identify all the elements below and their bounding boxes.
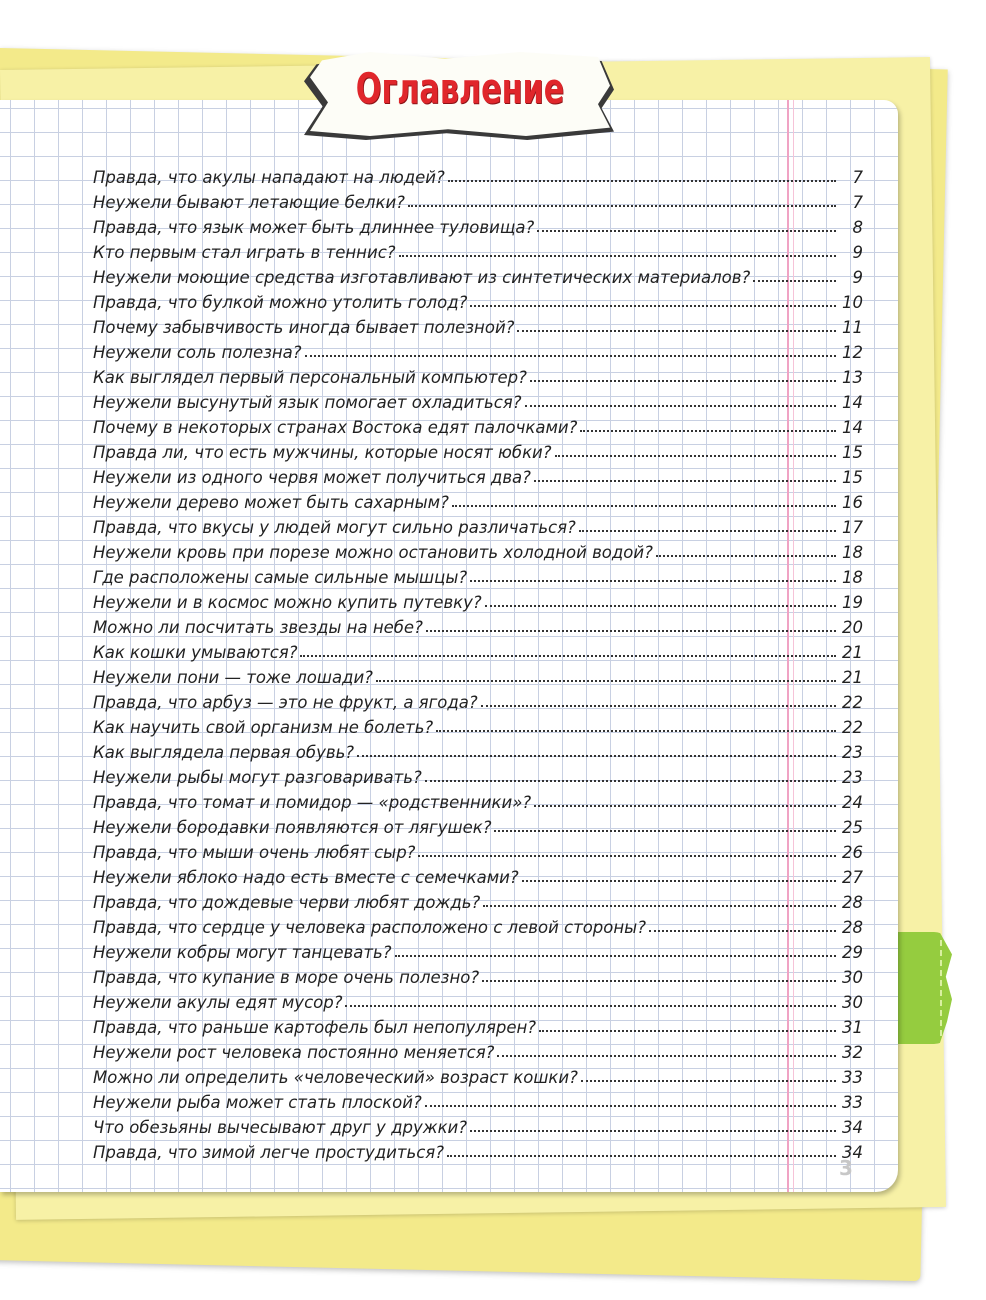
toc-entry-page: 13 bbox=[842, 368, 863, 387]
toc-entry-title: Неужели пони — тоже лошади? bbox=[93, 668, 373, 687]
dot-leader bbox=[470, 1130, 836, 1132]
toc-entry-title: Кто первым стал играть в теннис? bbox=[93, 243, 396, 262]
toc-entry-title: Неужели акулы едят мусор? bbox=[93, 993, 343, 1012]
dot-leader bbox=[497, 1055, 836, 1057]
table-of-contents bbox=[93, 162, 863, 1162]
dot-leader bbox=[517, 330, 836, 332]
toc-entry[interactable] bbox=[93, 262, 863, 287]
dot-leader bbox=[649, 930, 836, 932]
toc-entry-page: 25 bbox=[842, 818, 863, 837]
toc-entry-page: 7 bbox=[852, 168, 863, 187]
toc-entry[interactable] bbox=[93, 337, 863, 362]
toc-entry-title: Неужели рыба может стать плоской? bbox=[93, 1093, 422, 1112]
toc-entry-title: Правда, что раньше картофель был непопулярен? bbox=[93, 1018, 537, 1037]
toc-entry-page: 28 bbox=[842, 893, 863, 912]
toc-entry-page: 14 bbox=[842, 418, 863, 437]
toc-entry-title: Правда, что акулы нападают на людей? bbox=[93, 168, 445, 187]
toc-entry[interactable] bbox=[93, 387, 863, 412]
toc-entry-page: 18 bbox=[842, 568, 863, 587]
dot-leader bbox=[426, 630, 836, 632]
toc-entry[interactable] bbox=[93, 487, 863, 512]
toc-entry-title: Правда ли, что есть мужчины, которые носят юбки? bbox=[93, 443, 552, 462]
toc-entry-title: Неужели моющие средства изготавливают из синтетических материалов? bbox=[93, 268, 751, 287]
toc-entry[interactable] bbox=[93, 587, 863, 612]
toc-entry[interactable] bbox=[93, 937, 863, 962]
toc-entry-page: 9 bbox=[852, 243, 863, 262]
tab-stitching bbox=[896, 940, 942, 1036]
toc-entry-page: 15 bbox=[842, 443, 863, 462]
toc-entry[interactable] bbox=[93, 687, 863, 712]
toc-entry-title: Правда, что арбуз — это не фрукт, а ягода? bbox=[93, 693, 478, 712]
toc-entry[interactable] bbox=[93, 1137, 863, 1162]
toc-entry[interactable] bbox=[93, 712, 863, 737]
toc-entry-page: 27 bbox=[842, 868, 863, 887]
dot-leader bbox=[436, 730, 836, 732]
toc-entry[interactable] bbox=[93, 1087, 863, 1112]
dot-leader bbox=[425, 1105, 836, 1107]
toc-entry[interactable] bbox=[93, 837, 863, 862]
dot-leader bbox=[470, 305, 836, 307]
dot-leader bbox=[530, 380, 836, 382]
toc-entry[interactable] bbox=[93, 187, 863, 212]
toc-entry-page: 22 bbox=[842, 693, 863, 712]
toc-entry[interactable] bbox=[93, 212, 863, 237]
toc-entry-page: 8 bbox=[852, 218, 863, 237]
toc-entry-title: Неужели рост человека постоянно меняется? bbox=[93, 1043, 495, 1062]
toc-entry[interactable] bbox=[93, 312, 863, 337]
toc-entry-title: Можно ли посчитать звезды на небе? bbox=[93, 618, 423, 637]
toc-entry[interactable] bbox=[93, 912, 863, 937]
toc-entry-page: 29 bbox=[842, 943, 863, 962]
toc-entry-title: Неужели и в космос можно купить путевку? bbox=[93, 593, 482, 612]
dot-leader bbox=[376, 680, 836, 682]
toc-entry[interactable] bbox=[93, 1037, 863, 1062]
page-number: 3 bbox=[839, 1156, 853, 1180]
dot-leader bbox=[418, 855, 836, 857]
toc-entry[interactable] bbox=[93, 962, 863, 987]
dot-leader bbox=[300, 655, 836, 657]
toc-entry-title: Что обезьяны вычесывают друг у дружки? bbox=[93, 1118, 468, 1137]
toc-entry-title: Правда, что булкой можно утолить голод? bbox=[93, 293, 468, 312]
toc-entry-title: Правда, что дождевые черви любят дождь? bbox=[93, 893, 481, 912]
toc-entry-page: 30 bbox=[842, 968, 863, 987]
dot-leader bbox=[408, 205, 836, 207]
toc-entry-page: 22 bbox=[842, 718, 863, 737]
toc-entry-page: 23 bbox=[842, 768, 863, 787]
dot-leader bbox=[580, 430, 836, 432]
page-title: Оглавление bbox=[355, 64, 565, 113]
toc-entry-page: 7 bbox=[852, 193, 863, 212]
toc-entry-page: 26 bbox=[842, 843, 863, 862]
toc-entry-title: Правда, что мыши очень любят сыр? bbox=[93, 843, 416, 862]
toc-entry[interactable] bbox=[93, 512, 863, 537]
toc-entry-page: 24 bbox=[842, 793, 863, 812]
toc-entry-title: Правда, что вкусы у людей могут сильно различаться? bbox=[93, 518, 576, 537]
dot-leader bbox=[525, 405, 837, 407]
toc-entry-title: Можно ли определить «человеческий» возраст кошки? bbox=[93, 1068, 578, 1087]
dot-leader bbox=[470, 580, 836, 582]
toc-entry-page: 10 bbox=[842, 293, 863, 312]
dot-leader bbox=[452, 505, 836, 507]
toc-entry-title: Неужели яблоко надо есть вместе с семечками? bbox=[93, 868, 519, 887]
toc-entry[interactable] bbox=[93, 1012, 863, 1037]
dot-leader bbox=[579, 530, 836, 532]
toc-entry-title: Как научить свой организм не болеть? bbox=[93, 718, 434, 737]
dot-leader bbox=[534, 805, 836, 807]
toc-entry[interactable] bbox=[93, 787, 863, 812]
dot-leader bbox=[399, 255, 836, 257]
toc-entry-page: 33 bbox=[842, 1093, 863, 1112]
toc-entry-page: 32 bbox=[842, 1043, 863, 1062]
dot-leader bbox=[481, 705, 836, 707]
dot-leader bbox=[753, 280, 836, 282]
dot-leader bbox=[537, 230, 836, 232]
dot-leader bbox=[656, 555, 836, 557]
dot-leader bbox=[485, 605, 836, 607]
toc-entry[interactable] bbox=[93, 162, 863, 187]
toc-entry-title: Как выглядела первая обувь? bbox=[93, 743, 355, 762]
toc-entry[interactable] bbox=[93, 437, 863, 462]
toc-entry-page: 15 bbox=[842, 468, 863, 487]
toc-entry-title: Правда, что зимой легче простудиться? bbox=[93, 1143, 444, 1162]
toc-entry-page: 31 bbox=[842, 1018, 863, 1037]
toc-entry-title: Неужели кровь при порезе можно остановить холодной водой? bbox=[93, 543, 653, 562]
toc-entry[interactable] bbox=[93, 537, 863, 562]
toc-entry-page: 33 bbox=[842, 1068, 863, 1087]
dot-leader bbox=[534, 480, 836, 482]
toc-entry-page: 21 bbox=[842, 668, 863, 687]
dot-leader bbox=[522, 880, 836, 882]
dot-leader bbox=[395, 955, 837, 957]
toc-entry[interactable] bbox=[93, 412, 863, 437]
dot-leader bbox=[539, 1030, 836, 1032]
toc-entry-page: 34 bbox=[842, 1143, 863, 1162]
toc-entry-title: Как выглядел первый персональный компьютер? bbox=[93, 368, 527, 387]
toc-entry-title: Неужели кобры могут танцевать? bbox=[93, 943, 392, 962]
toc-entry[interactable] bbox=[93, 762, 863, 787]
dot-leader bbox=[581, 1080, 836, 1082]
toc-entry-page: 17 bbox=[842, 518, 863, 537]
toc-entry[interactable] bbox=[93, 887, 863, 912]
toc-entry-page: 12 bbox=[842, 343, 863, 362]
toc-entry-page: 20 bbox=[842, 618, 863, 637]
dot-leader bbox=[448, 180, 836, 182]
dot-leader bbox=[447, 1155, 836, 1157]
toc-entry-page: 19 bbox=[842, 593, 863, 612]
toc-entry-page: 9 bbox=[852, 268, 863, 287]
dot-leader bbox=[425, 780, 836, 782]
toc-entry-title: Правда, что купание в море очень полезно? bbox=[93, 968, 480, 987]
toc-entry-page: 28 bbox=[842, 918, 863, 937]
dot-leader bbox=[305, 355, 836, 357]
toc-entry[interactable] bbox=[93, 737, 863, 762]
toc-entry-page: 21 bbox=[842, 643, 863, 662]
toc-entry[interactable] bbox=[93, 637, 863, 662]
toc-entry-title: Правда, что язык может быть длиннее туловища? bbox=[93, 218, 535, 237]
dot-leader bbox=[357, 755, 836, 757]
toc-entry-title: Неужели соль полезна? bbox=[93, 343, 302, 362]
toc-entry[interactable] bbox=[93, 287, 863, 312]
dot-leader bbox=[483, 905, 836, 907]
toc-entry-title: Правда, что сердце у человека расположено с левой стороны? bbox=[93, 918, 646, 937]
toc-entry-title: Правда, что томат и помидор — «родственники»? bbox=[93, 793, 532, 812]
toc-entry-page: 18 bbox=[842, 543, 863, 562]
toc-entry[interactable] bbox=[93, 462, 863, 487]
toc-entry-page: 34 bbox=[842, 1118, 863, 1137]
toc-entry-title: Неужели бывают летающие белки? bbox=[93, 193, 405, 212]
toc-entry-title: Неужели бородавки появляются от лягушек? bbox=[93, 818, 492, 837]
toc-entry[interactable] bbox=[93, 1112, 863, 1137]
toc-entry-page: 14 bbox=[842, 393, 863, 412]
toc-entry-title: Неужели рыбы могут разговаривать? bbox=[93, 768, 422, 787]
toc-entry-title: Где расположены самые сильные мышцы? bbox=[93, 568, 468, 587]
dot-leader bbox=[482, 980, 836, 982]
toc-entry-title: Как кошки умываются? bbox=[93, 643, 298, 662]
toc-entry-title: Почему забывчивость иногда бывает полезной? bbox=[93, 318, 515, 337]
toc-entry-page: 30 bbox=[842, 993, 863, 1012]
toc-entry-page: 11 bbox=[842, 318, 863, 337]
toc-entry[interactable] bbox=[93, 1062, 863, 1087]
toc-entry-page: 23 bbox=[842, 743, 863, 762]
toc-entry[interactable] bbox=[93, 812, 863, 837]
dot-leader bbox=[494, 830, 836, 832]
toc-entry-title: Неужели из одного червя может получиться два? bbox=[93, 468, 531, 487]
toc-entry-page: 16 bbox=[842, 493, 863, 512]
toc-entry[interactable] bbox=[93, 362, 863, 387]
toc-entry-title: Неужели высунутый язык помогает охладиться? bbox=[93, 393, 522, 412]
toc-entry[interactable] bbox=[93, 987, 863, 1012]
toc-entry-title: Неужели дерево может быть сахарным? bbox=[93, 493, 449, 512]
dot-leader bbox=[345, 1005, 836, 1007]
toc-entry[interactable] bbox=[93, 237, 863, 262]
toc-entry-title: Почему в некоторых странах Востока едят палочками? bbox=[93, 418, 578, 437]
toc-entry[interactable] bbox=[93, 562, 863, 587]
toc-entry[interactable] bbox=[93, 612, 863, 637]
toc-entry[interactable] bbox=[93, 662, 863, 687]
toc-entry[interactable] bbox=[93, 862, 863, 887]
dot-leader bbox=[555, 455, 836, 457]
